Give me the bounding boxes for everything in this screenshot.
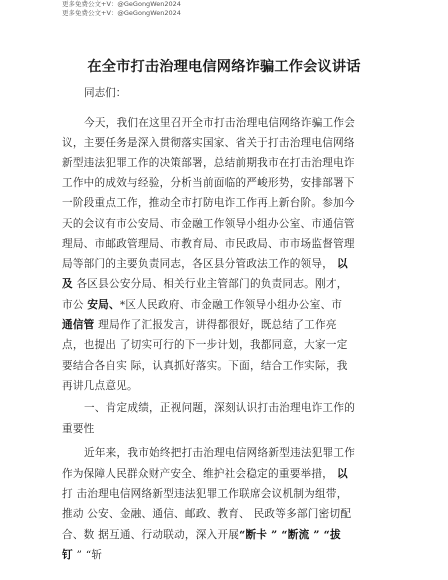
text-run: 合、数 据互通、行动联动，深入开展 [62,529,240,541]
bold-text-run: 安局、 [87,299,120,311]
body-line [84,400,355,415]
text-run: 市公 [62,299,88,311]
header-note-line: 更多免费公文+V：@GeGongWen2024 [62,0,181,8]
bold-text-run: “断卡 ” “断流 ” “拔 [239,529,341,541]
bold-text-run: 以 [333,468,348,480]
body-line [62,195,355,210]
text-run: 工作中的成效与经验，分析当前面临的严峻形势，安排部署下 [62,177,355,189]
body-line [62,486,348,501]
header-notes [62,0,181,18]
text-run: 一、肯定成绩，正视问题，深刻认识打击治理电诈工作的 [84,402,356,414]
text-run: *区人民政府、市金融工作领导小组办公室、市 [119,299,343,311]
bold-text-run: 钉 [62,549,73,561]
body-line [62,506,351,521]
document-title: 在全市打击治理电信网络诈骗工作会议讲话 [87,59,361,75]
text-run: 作为保障人民群众财产安全、维护社会稳定的重要举措， [62,468,334,480]
body-line [62,216,355,231]
bold-text-run: 通信管 [62,319,95,331]
body-line [62,337,348,352]
body-line [62,175,355,190]
text-run: 再讲几点意见。 [62,380,138,392]
text-run: 要结合各自实 际，认真抓好落实。下面，结合工作实际，我 [62,360,348,372]
text-run: 天的会议有市公安局、市金融工作领导小组办公室、市通信管 [62,218,355,230]
body-line [62,155,355,170]
text-run: 近年来，我市始终把打击治理电信网络新型违法犯罪工作 [84,447,356,459]
text-run: 重要性 [62,423,95,435]
text-run: 局等部门的主要负责同志，各区县分管政法工作的领导， [62,258,334,270]
body-line [62,297,342,312]
text-run: 新型违法犯罪工作的决策部署，总结前期我市在打击治理电诈 [62,157,355,169]
body-line [62,547,102,562]
bold-text-run: 及 [62,278,73,290]
text-run: 理局、市邮政管理局、市教育局、市民政局、市市场监督管理 [62,238,355,250]
body-line [84,445,355,460]
salutation: 同志们： [84,87,127,99]
body-line [62,256,348,271]
text-run: 议，主要任务是深入贯彻落实国家、省关于打击治理电信网络 [62,137,355,149]
body-line [62,358,348,373]
text-run: 打 击治理电信网络新型违法犯罪工作联席会议机制为组带， [62,488,348,500]
text-run: 理局作了汇报发言，讲得都很好，既总结了工作亮 [94,319,337,331]
text-run: 各区县公安分局、相关行业主管部门的负责同志。刚才， [72,278,348,290]
body-line [62,527,341,542]
body-line [62,421,95,436]
body-line [84,115,355,130]
body-line [62,236,355,251]
body-line [62,135,355,150]
body-line [62,276,348,291]
text-run: 一阶段重点工作，推动全市打防电诈工作再上新台阶。参加今 [62,197,355,209]
text-run: 点，也提出 了切实可行的下一步计划，我都同意，大家一定 [62,339,348,351]
text-run: 推动 公安、金融、通信、邮政、教育、 民政等多部门密切配 [62,508,352,520]
header-note-line: 更多免费公文+V：@GeGongWen2024 [62,9,181,17]
body-line [62,466,348,481]
bold-text-run: 以 [333,258,348,270]
body-line [62,317,337,332]
text-run: ” “斩 [72,549,103,561]
body-line [62,378,138,393]
text-run: 今天，我们在这里召开全市打击治理电信网络诈骗工作会 [84,117,356,129]
